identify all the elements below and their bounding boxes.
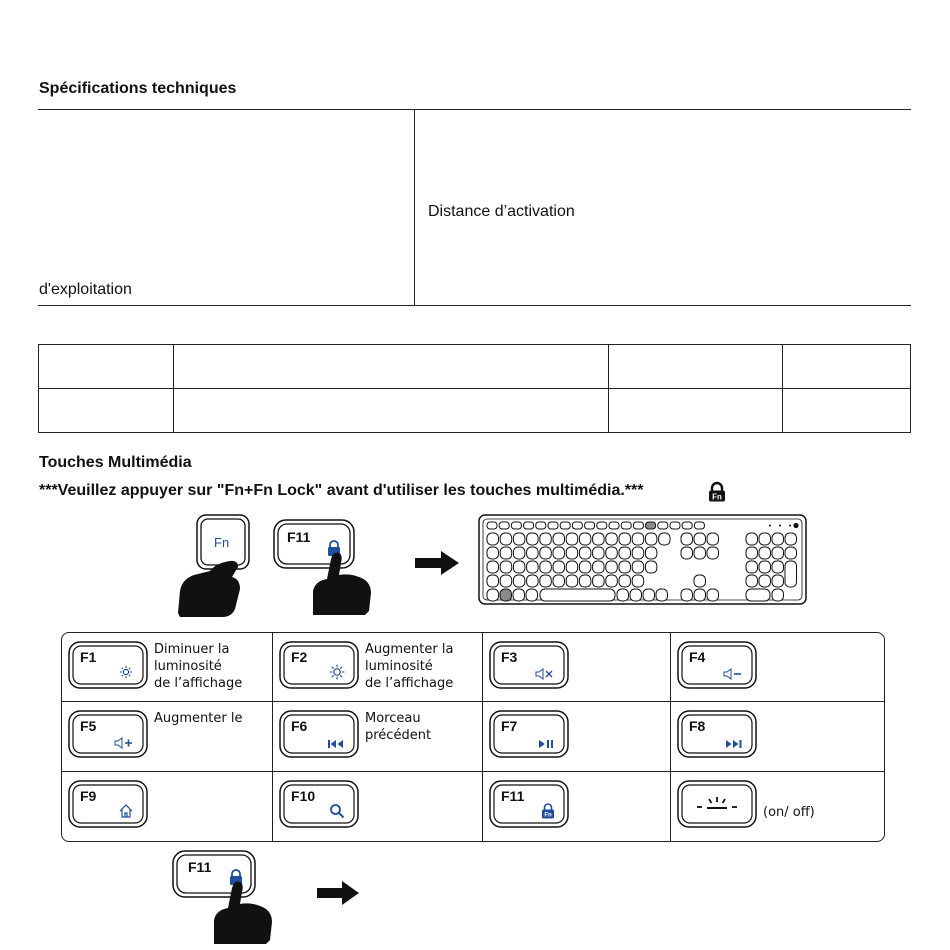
key-description-line: précédent <box>365 728 432 743</box>
key-label: F11 <box>501 788 525 804</box>
backlight-icon <box>691 795 743 813</box>
keyboard-key <box>746 547 758 559</box>
keyboard-key <box>772 589 784 601</box>
keyboard-key <box>609 522 619 529</box>
keyboard-key <box>606 533 618 545</box>
key-f4 <box>677 641 757 691</box>
keyboard-key <box>619 533 631 545</box>
next-track-icon <box>725 739 743 749</box>
keyboard-key <box>513 575 525 587</box>
keyboard-key <box>646 522 656 529</box>
key-icon-wrap <box>114 737 134 749</box>
volume-down-icon <box>723 668 743 680</box>
keyboard-key <box>681 533 693 545</box>
fn-lock-icon <box>541 803 555 819</box>
keyboard-key <box>632 561 644 573</box>
keyboard-key <box>746 561 758 573</box>
multimedia-cell-f9 <box>62 772 273 841</box>
keyboard-outline <box>478 514 808 606</box>
key-icon-wrap <box>537 739 555 749</box>
keyboard-key <box>785 547 797 559</box>
keyboard-key <box>527 575 539 587</box>
key-label: F4 <box>689 649 706 665</box>
keyboard-key <box>694 575 706 587</box>
keyboard-key <box>707 589 719 601</box>
keyboard-key <box>553 561 565 573</box>
key-f8 <box>677 710 757 760</box>
keyboard-key <box>540 561 552 573</box>
specs-top-rule <box>38 109 911 110</box>
keyboard-key <box>619 575 631 587</box>
keyboard-key <box>658 522 668 529</box>
multimedia-notice: ***Veuillez appuyer sur "Fn+Fn Lock" avant d'utiliser les touches multimédia.*** <box>39 482 644 499</box>
key-f1 <box>68 641 148 691</box>
table-row <box>39 389 911 433</box>
brightness-down-icon <box>118 664 134 680</box>
key-icon-wrap <box>691 795 743 813</box>
keyboard-key <box>694 522 704 529</box>
key-f11 <box>489 780 569 830</box>
specs-operating: d'exploitation <box>39 281 132 298</box>
specs-column-divider <box>414 109 415 306</box>
key-description-line: Augmenter la <box>365 642 454 657</box>
key-description <box>365 641 453 692</box>
keyboard-key <box>606 575 618 587</box>
keyboard-key <box>566 533 578 545</box>
keyboard-key <box>513 561 525 573</box>
key-f7 <box>489 710 569 760</box>
keyboard-key <box>579 575 591 587</box>
keyboard-key <box>746 533 758 545</box>
key-description <box>154 641 242 692</box>
key-description-line: Morceau <box>365 711 421 726</box>
key-f2 <box>279 641 359 691</box>
key-label: F8 <box>689 718 706 734</box>
keyboard-key <box>593 561 605 573</box>
table-row <box>39 345 911 389</box>
keyboard-key <box>513 533 525 545</box>
indicator-dot <box>789 525 791 527</box>
key-icon-wrap <box>535 668 555 680</box>
key-label: F1 <box>80 649 97 665</box>
keyboard-key <box>785 533 797 545</box>
keyboard-key <box>524 522 534 529</box>
f11-key-illustration <box>273 519 383 619</box>
key-description-line: luminosité <box>365 659 433 674</box>
key-icon-wrap <box>118 803 134 819</box>
key-label: F3 <box>501 649 518 665</box>
key-label: F7 <box>501 718 518 734</box>
multimedia-cell-f4 <box>671 633 884 702</box>
key-description-line: Augmenter le <box>154 711 243 726</box>
volume-up-icon <box>114 737 134 749</box>
arrow-right-icon <box>315 879 361 907</box>
arrow-right-icon <box>413 549 461 577</box>
key-description-line: Diminuer la <box>154 642 230 657</box>
keyboard-key <box>593 547 605 559</box>
home-icon <box>118 803 134 819</box>
keyboard-key <box>593 575 605 587</box>
keyboard-key <box>585 522 595 529</box>
fn-key-illustration <box>174 513 254 621</box>
keyboard-key <box>682 522 692 529</box>
keyboard-key <box>540 589 615 601</box>
previous-track-icon <box>327 739 345 749</box>
key-description <box>763 804 815 821</box>
keyboard-key <box>772 547 784 559</box>
indicator-dot <box>769 525 771 527</box>
multimedia-cell-f3 <box>483 633 671 702</box>
keyboard-key <box>487 533 499 545</box>
key-label: F6 <box>291 718 308 734</box>
multimedia-cell-f10 <box>273 772 483 841</box>
multimedia-cell-f11 <box>483 772 671 841</box>
keyboard-key <box>579 533 591 545</box>
keyboard-key <box>487 589 499 601</box>
power-indicator <box>793 523 798 528</box>
key-icon-wrap <box>327 739 345 749</box>
keyboard-key <box>566 575 578 587</box>
keyboard-key <box>632 547 644 559</box>
keyboard-key <box>619 547 631 559</box>
keyboard-key <box>560 522 570 529</box>
keyboard-key <box>659 533 671 545</box>
keyboard-key <box>746 589 770 601</box>
key-description <box>154 710 242 727</box>
keyboard-key <box>540 575 552 587</box>
key-icon-wrap <box>725 739 743 749</box>
keyboard-key <box>527 561 539 573</box>
key-icon-wrap <box>118 664 134 680</box>
multimedia-cell-f1 <box>62 633 273 702</box>
keyboard-key <box>540 547 552 559</box>
key-description-line: luminosité <box>154 659 222 674</box>
key-description <box>365 710 431 744</box>
mute-icon <box>535 668 555 680</box>
keyboard-illustration <box>478 514 808 606</box>
keyboard-key <box>500 575 512 587</box>
keyboard-key <box>566 547 578 559</box>
keyboard-key <box>785 561 797 587</box>
keyboard-key <box>553 575 565 587</box>
keyboard-key <box>487 522 497 529</box>
keyboard-key <box>500 533 512 545</box>
fn-key-outline <box>174 513 254 621</box>
keyboard-key <box>759 575 771 587</box>
keyboard-key <box>500 561 512 573</box>
fn-key-label: Fn <box>214 535 230 550</box>
keyboard-key <box>707 547 719 559</box>
keyboard-key <box>643 589 655 601</box>
keyboard-key <box>632 575 644 587</box>
key-f5 <box>68 710 148 760</box>
keyboard-key <box>759 547 771 559</box>
keyboard-key <box>694 533 706 545</box>
keyboard-key <box>694 589 706 601</box>
keyboard-key <box>772 561 784 573</box>
keyboard-key <box>632 533 644 545</box>
keyboard-key <box>526 589 538 601</box>
keyboard-key <box>566 561 578 573</box>
keyboard-key <box>511 522 521 529</box>
empty-spec-table <box>38 344 911 433</box>
keyboard-key <box>527 533 539 545</box>
keyboard-key <box>694 547 706 559</box>
keyboard-key <box>487 547 499 559</box>
keyboard-key <box>553 547 565 559</box>
keyboard-key <box>500 547 512 559</box>
keyboard-key <box>579 561 591 573</box>
keyboard-key <box>617 589 629 601</box>
keyboard-key <box>606 561 618 573</box>
keyboard-key <box>548 522 558 529</box>
keyboard-key <box>513 589 525 601</box>
key-f9 <box>68 780 148 830</box>
key-f3 <box>489 641 569 691</box>
keyboard-key <box>527 547 539 559</box>
keyboard-key <box>597 522 607 529</box>
keyboard-key <box>536 522 546 529</box>
brightness-up-icon <box>329 664 345 680</box>
keyboard-key <box>681 589 693 601</box>
keyboard-key <box>759 561 771 573</box>
keyboard-key <box>572 522 582 529</box>
key-description-line: (on/ off) <box>763 805 815 820</box>
keyboard-key <box>670 522 680 529</box>
multimedia-cell-f7 <box>483 702 671 772</box>
keyboard-key <box>746 575 758 587</box>
keyboard-key <box>487 575 499 587</box>
key-icon-wrap <box>329 664 345 680</box>
indicator-dot <box>779 525 781 527</box>
key-icon-wrap <box>541 803 555 819</box>
f11-bottom-key-label: F11 <box>188 859 212 875</box>
svg-text:Fn: Fn <box>712 492 722 502</box>
multimedia-cell-f8 <box>671 702 884 772</box>
keyboard-key <box>553 533 565 545</box>
keyboard-key <box>707 533 719 545</box>
keyboard-key <box>759 533 771 545</box>
keyboard-key <box>681 547 693 559</box>
key-label: F5 <box>80 718 97 734</box>
keyboard-key <box>500 589 512 601</box>
fn-lock-icon <box>706 481 728 503</box>
keyboard-key <box>487 561 499 573</box>
key-icon-wrap <box>329 803 345 819</box>
keyboard-key <box>772 575 784 587</box>
keyboard-key <box>633 522 643 529</box>
multimedia-cell-f5 <box>62 702 273 772</box>
keyboard-key <box>645 561 657 573</box>
key-description-line: de l’affichage <box>365 676 454 691</box>
keyboard-key <box>619 561 631 573</box>
key-label: F9 <box>80 788 97 804</box>
key-label: F2 <box>291 649 308 665</box>
keyboard-key <box>656 589 668 601</box>
multimedia-cell-f6 <box>273 702 483 772</box>
keyboard-key <box>606 547 618 559</box>
specs-title: Spécifications techniques <box>39 80 237 97</box>
key-f10 <box>279 780 359 830</box>
svg-text:Fn: Fn <box>544 812 552 819</box>
key-icon-wrap <box>723 668 743 680</box>
key-backlight <box>677 780 757 830</box>
key-description-line: de l’affichage <box>154 676 243 691</box>
key-f6 <box>279 710 359 760</box>
search-icon <box>329 803 345 819</box>
keyboard-key <box>593 533 605 545</box>
keyboard-key <box>645 547 657 559</box>
keyboard-key <box>772 533 784 545</box>
keyboard-key <box>540 533 552 545</box>
keyboard-key <box>499 522 509 529</box>
multimedia-key-grid <box>61 632 885 842</box>
keyboard-key <box>621 522 631 529</box>
keyboard-key <box>513 547 525 559</box>
specs-bottom-rule <box>38 305 911 306</box>
play-pause-icon <box>537 739 555 749</box>
keyboard-key <box>630 589 642 601</box>
f11-bottom-key-illustration <box>172 850 282 945</box>
keyboard-key <box>579 547 591 559</box>
key-label: F10 <box>291 788 316 804</box>
f11-key-label: F11 <box>287 529 311 545</box>
keyboard-key <box>645 533 657 545</box>
multimedia-title: Touches Multimédia <box>39 454 192 471</box>
multimedia-cell-f2 <box>273 633 483 702</box>
multimedia-cell-backlight <box>671 772 884 841</box>
specs-activation-distance: Distance d’activation <box>428 203 575 220</box>
